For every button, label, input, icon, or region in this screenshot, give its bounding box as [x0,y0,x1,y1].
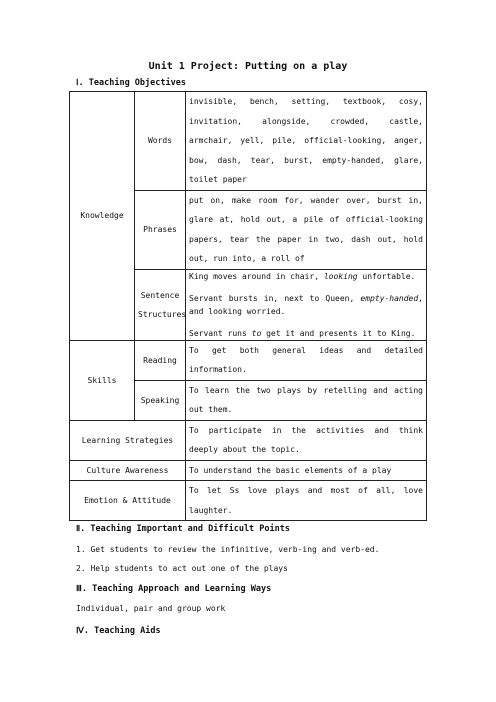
table-row [70,420,427,460]
words-content: invisible, bench, setting, textbook, cosy, invitation, alongside, crowded, castle, armchair, yell, pile, official-looking, anger, bow, dash, tear, burst, empty-handed, glare, toilet paper [186,92,427,191]
table-row [70,481,427,521]
table-row [70,340,427,380]
knowledge-cell: Knowledge [70,92,135,341]
sentence-structures-label: Sentence Structures [135,269,186,340]
phrases-content: put on, make room for, wander over, burst in, glare at, hold out, a pile of official-looking papers, tear the paper in two, dash out, hold out, run into, a roll of [186,190,427,269]
section-heading-objectives: Ⅰ. Teaching Objectives [76,78,186,88]
section-heading-aids: Ⅳ. Teaching Aids [76,626,161,636]
speaking-content: To learn the two plays by retelling and acting out them. [186,380,427,420]
learning-strategies-label: Learning Strategies [70,420,186,460]
point-item: 1. Get students to review the infinitive, verb-ing and verb-ed. [76,545,380,554]
learning-strategies-content: To participate in the activities and think deeply about the topic. [186,420,427,460]
sentence-item: Servant runs to get it and presents it to King. [189,328,416,338]
emotion-attitude-label: Emotion & Attitude [70,481,186,521]
point-item: 2. Help students to act out one of the plays [76,564,288,573]
sentence-item: King moves around in chair, looking unfortable. [189,271,416,281]
table-row [70,92,427,191]
reading-label: Reading [135,340,186,380]
culture-awareness-content: To understand the basic elements of a play [186,460,427,481]
skills-cell: Skills [70,340,135,420]
phrases-label: Phrases [135,190,186,269]
reading-content: To get both general ideas and detailed information. [186,340,427,380]
objectives-table [69,91,427,521]
words-label: Words [135,92,186,191]
section-heading-points: Ⅱ. Teaching Important and Difficult Points [76,524,290,534]
emotion-attitude-content: To let Ss love plays and most of all, love laughter. [186,481,427,521]
culture-awareness-label: Culture Awareness [70,460,186,481]
sentence-structures-content [186,269,427,340]
section-heading-approach: Ⅲ. Teaching Approach and Learning Ways [76,584,272,594]
document-title: Unit 1 Project: Putting on a play [148,61,348,72]
approach-text: Individual, pair and group work [76,604,226,613]
sentence-item: Servant bursts in, next to Queen, empty-handed, and looking worried. [189,293,423,316]
table-row [70,460,427,481]
speaking-label: Speaking [135,380,186,420]
